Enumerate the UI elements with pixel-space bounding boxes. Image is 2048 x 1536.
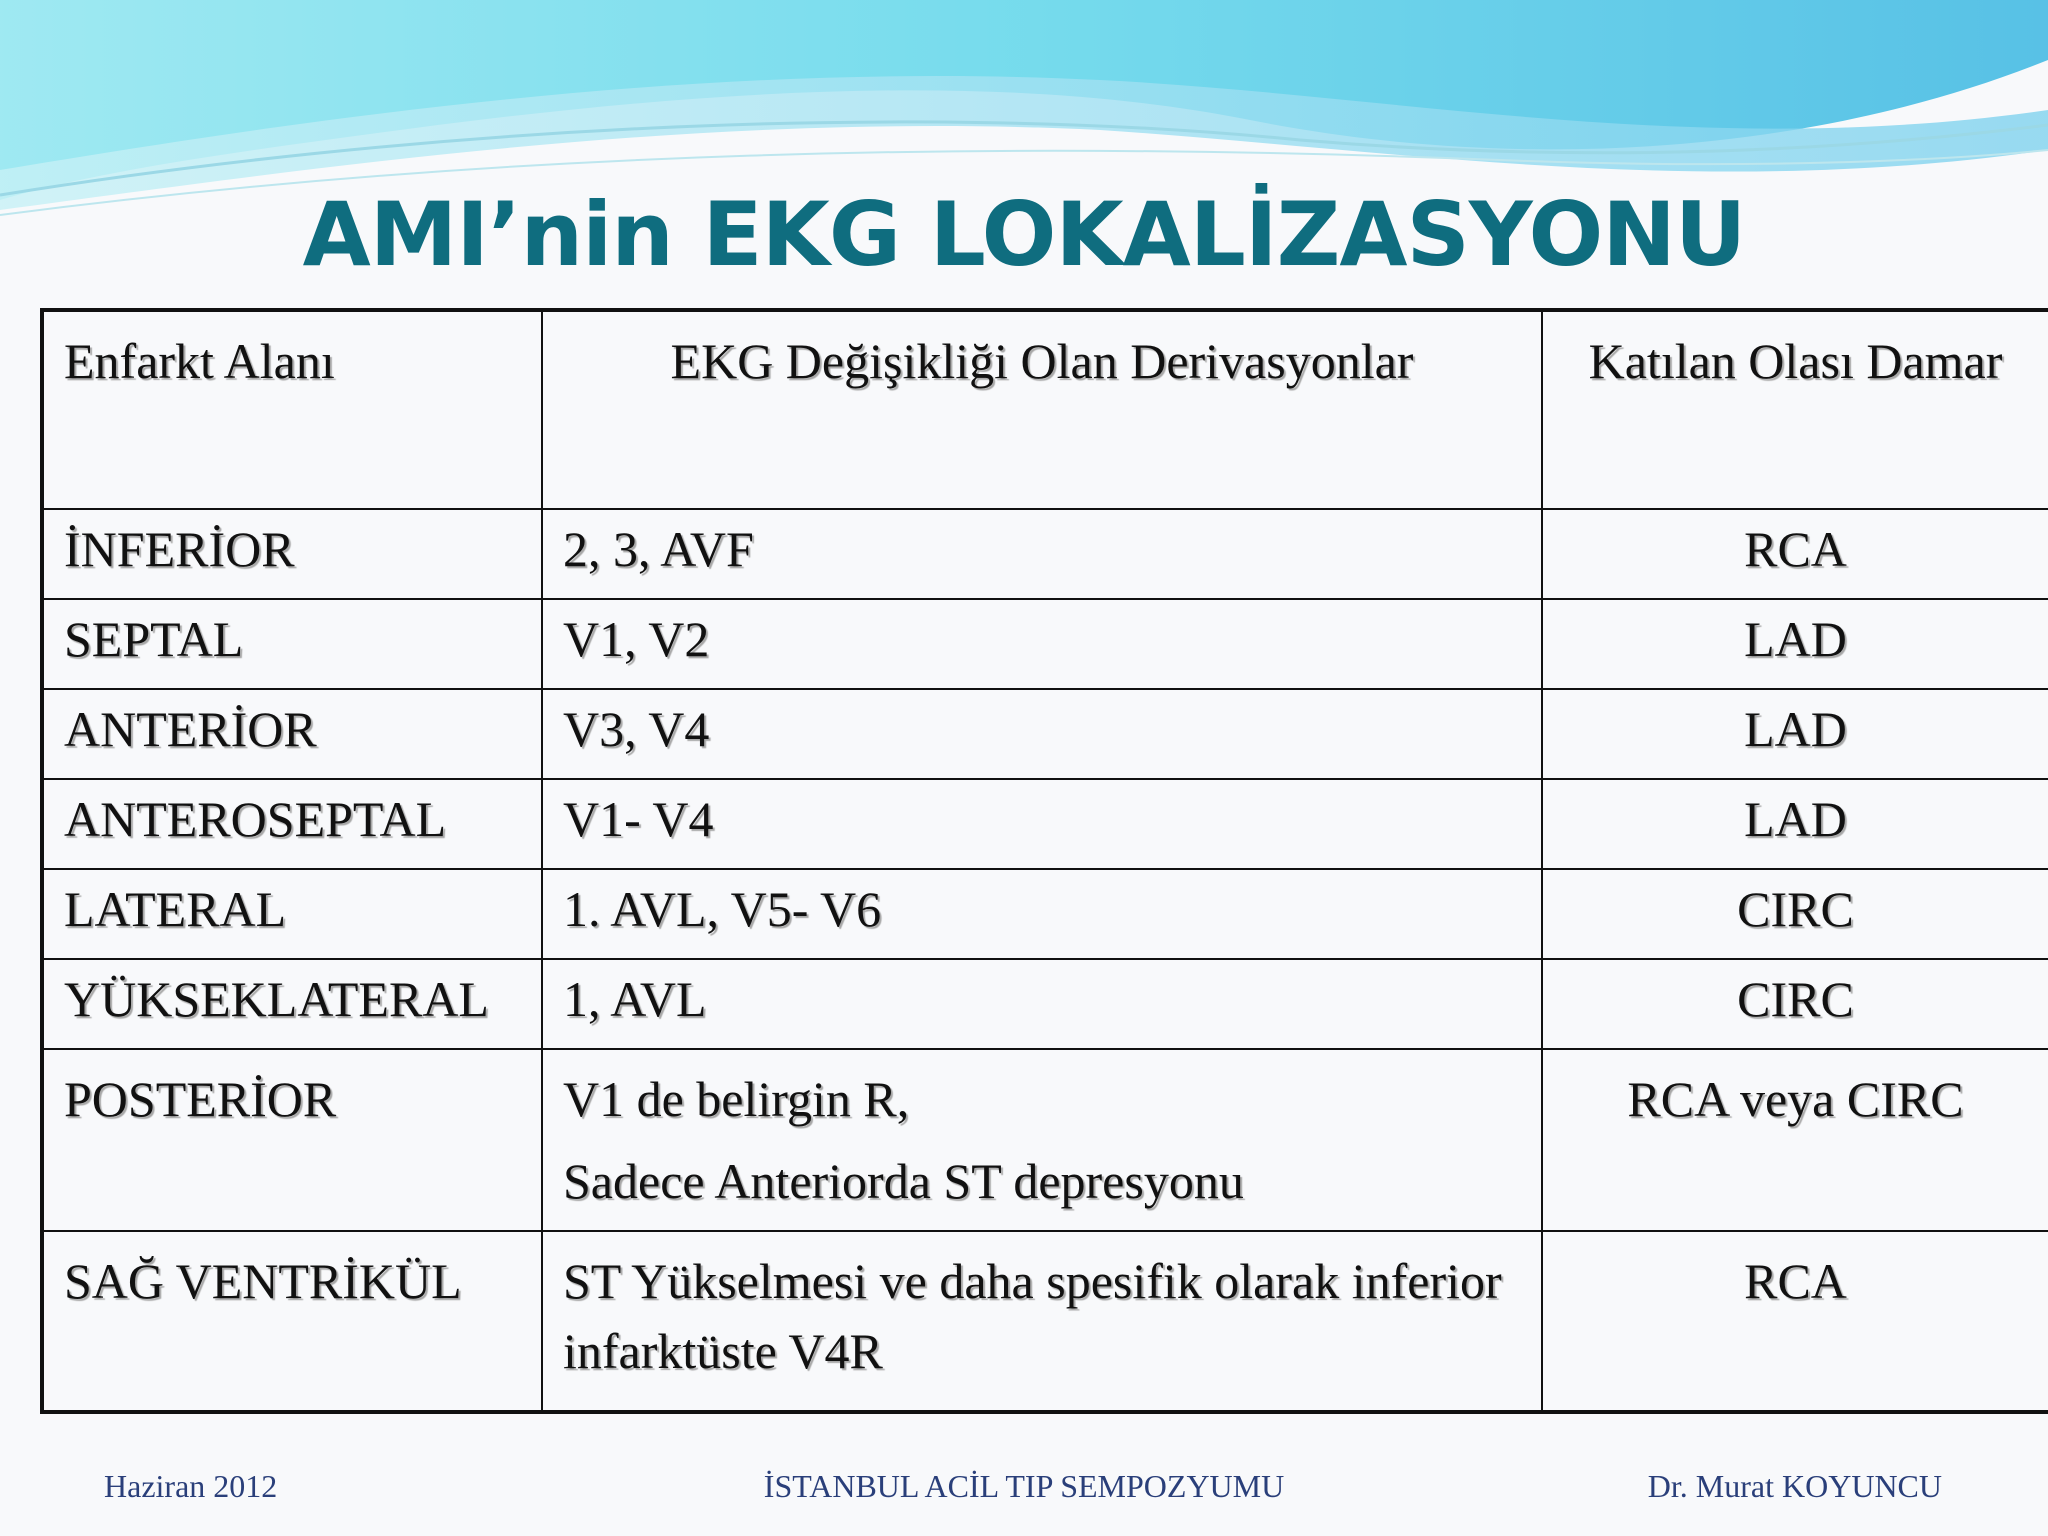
cell-leads <box>542 1049 1542 1231</box>
header-involved-vessel: Katılan Olası Damar <box>1542 310 2048 509</box>
cell-area: ANTEROSEPTAL <box>42 779 542 869</box>
cell-vessel: CIRC <box>1542 959 2048 1049</box>
table-header-row <box>42 310 2048 509</box>
cell-area: İNFERİOR <box>42 509 542 599</box>
footer-date: Haziran 2012 <box>104 1468 278 1504</box>
cell-vessel: LAD <box>1542 689 2048 779</box>
header-infarct-area: Enfarkt Alanı <box>42 310 542 509</box>
cell-leads: V1, V2 <box>542 599 1542 689</box>
cell-leads: ST Yükselmesi ve daha spesifik olarak inferior infarktüste V4R <box>542 1231 1542 1412</box>
ekg-localization-table <box>40 308 2048 1414</box>
cell-vessel: RCA <box>1542 509 2048 599</box>
cell-area: ANTERİOR <box>42 689 542 779</box>
cell-vessel: CIRC <box>1542 869 2048 959</box>
table-row <box>42 1231 2048 1412</box>
cell-leads-line: V1 de belirgin R, <box>563 1071 910 1127</box>
cell-leads: 1. AVL, V5- V6 <box>542 869 1542 959</box>
cell-area: YÜKSEKLATERAL <box>42 959 542 1049</box>
table-row <box>42 509 2048 599</box>
slide-title: AMI’nin EKG LOKALİZASYONU <box>302 183 1746 286</box>
footer-event: İSTANBUL ACİL TIP SEMPOZYUMU <box>763 1468 1285 1504</box>
cell-area: POSTERİOR <box>42 1049 542 1231</box>
cell-leads: V3, V4 <box>542 689 1542 779</box>
footer-author: Dr. Murat KOYUNCU <box>1647 1468 1942 1504</box>
cell-vessel: RCA veya CIRC <box>1542 1049 2048 1231</box>
cell-vessel: RCA <box>1542 1231 2048 1412</box>
cell-vessel: LAD <box>1542 599 2048 689</box>
cell-leads: 2, 3, AVF <box>542 509 1542 599</box>
table-row <box>42 599 2048 689</box>
table-row <box>42 869 2048 959</box>
cell-vessel: LAD <box>1542 779 2048 869</box>
table-row <box>42 779 2048 869</box>
cell-leads: 1, AVL <box>542 959 1542 1049</box>
header-ecg-leads: EKG Değişikliği Olan Derivasyonlar <box>542 310 1542 509</box>
cell-leads: V1- V4 <box>542 779 1542 869</box>
cell-leads-line: Sadece Anteriorda ST depresyonu <box>563 1153 1244 1209</box>
table-row <box>42 1049 2048 1231</box>
cell-area: SEPTAL <box>42 599 542 689</box>
table-row <box>42 689 2048 779</box>
table-row <box>42 959 2048 1049</box>
cell-area: SAĞ VENTRİKÜL <box>42 1231 542 1412</box>
cell-area: LATERAL <box>42 869 542 959</box>
